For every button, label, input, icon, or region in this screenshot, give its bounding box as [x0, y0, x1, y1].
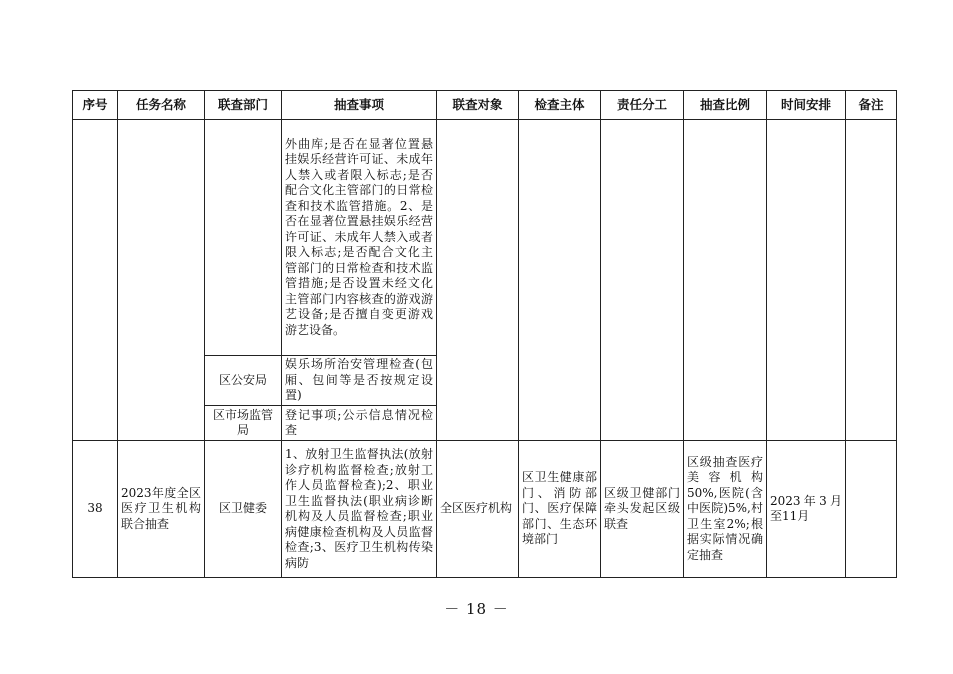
subject-cell: 区卫生健康部门、消防部门、医疗保障部门、生态环境部门: [519, 441, 601, 578]
page-number: － 18 －: [444, 600, 509, 618]
responsibility-cell: 区级卫健部门牵头发起区级联查: [601, 441, 684, 578]
target-cell: 全区医疗机构: [437, 441, 519, 578]
table-row: [73, 120, 897, 356]
header-check-items: 抽查事项: [282, 91, 437, 120]
check-items-cell: 外曲库;是否在显著位置悬挂娱乐经营许可证、未成年人禁入或者限入标志;是否配合文化主管部门的日常检查和技术监管措施。2、是否在显著位置悬挂娱乐经营许可证、未成年人禁入或者限入标志;是否配合文化主管部门的日常检查和技术监管措施;是否设置未经文化主管部门内容核查的游戏游艺设备;是否擅自变更游戏游艺设备。: [282, 120, 437, 356]
subject-cell-empty: [519, 120, 601, 441]
schedule-cell: 2023年3月至11月: [767, 441, 846, 578]
header-row: [73, 91, 897, 120]
task-name-cell: 2023年度全区医疗卫生机构联合抽查: [118, 441, 205, 578]
ratio-cell-empty: [684, 120, 767, 441]
note-cell-empty: [846, 120, 897, 441]
header-seq: 序号: [73, 91, 118, 120]
dept-cell: 区市场监管局: [205, 406, 282, 441]
dept-cell: 区公安局: [205, 356, 282, 406]
inspection-task-table: [72, 90, 897, 578]
check-items-cell: 1、放射卫生监督执法(放射诊疗机构监督检查;放射工作人员监督检查);2、职业卫生监督执法(职业病诊断机构及人员监督检查;职业病健康检查机构及人员监督检查;3、医疗卫生机构传染病防: [282, 441, 437, 578]
header-joint-dept: 联查部门: [205, 91, 282, 120]
header-ratio: 抽查比例: [684, 91, 767, 120]
task-cell-empty: [118, 120, 205, 441]
note-cell: [846, 441, 897, 578]
header-schedule: 时间安排: [767, 91, 846, 120]
header-task-name: 任务名称: [118, 91, 205, 120]
check-items-cell: 娱乐场所治安管理检查(包厢、包间等是否按规定设置): [282, 356, 437, 406]
table-row: [73, 441, 897, 578]
seq-cell: 38: [73, 441, 118, 578]
dept-cell-empty: [205, 120, 282, 356]
dept-cell: 区卫健委: [205, 441, 282, 578]
header-joint-target: 联查对象: [437, 91, 519, 120]
header-responsibility: 责任分工: [601, 91, 684, 120]
responsibility-cell-empty: [601, 120, 684, 441]
header-note: 备注: [846, 91, 897, 120]
header-check-subject: 检查主体: [519, 91, 601, 120]
schedule-cell-empty: [767, 120, 846, 441]
ratio-cell: 区级抽查医疗美容机构50%,医院(含中医院)5%,村卫生室2%;根据实际情况确定抽查: [684, 441, 767, 578]
seq-cell-empty: [73, 120, 118, 441]
target-cell-empty: [437, 120, 519, 441]
check-items-cell: 登记事项;公示信息情况检查: [282, 406, 437, 441]
